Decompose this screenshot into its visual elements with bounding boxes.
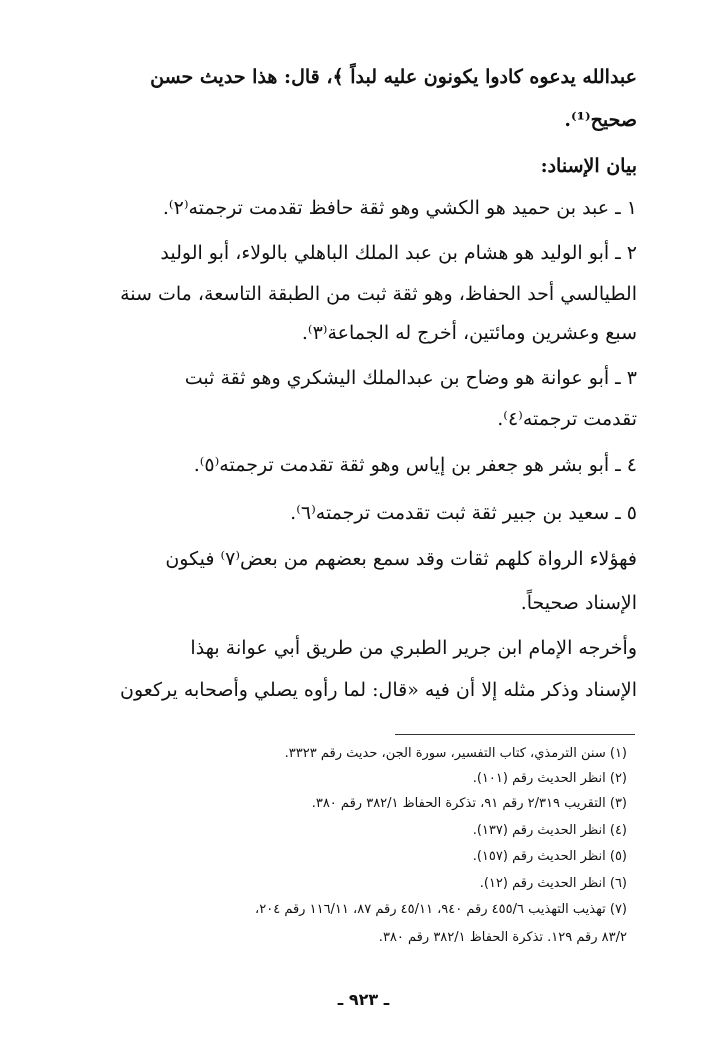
- list-item-continuation: الطيالسي أحد الحفاظ، وهو ثقة ثبت من الطبقة التاسعة، مات سنة: [120, 283, 637, 305]
- footnote: (٥) انظر الحديث رقم (١٥٧).: [472, 849, 627, 864]
- footnote-continuation: ٨٣/٢ رقم ١٢٩. تذكرة الحفاظ ٣٨٢/١ رقم ٣٨٠.: [378, 930, 627, 945]
- paragraph-line: عبدالله يدعوه كادوا يكونون عليه لبداً ﴾، قال: هذا حديث حسن: [150, 66, 637, 88]
- list-item: ١ ـ عبد بن حميد هو الكشي وهو ثقة حافظ تقدمت ترجمته⁽٢⁾.: [162, 197, 637, 219]
- footnote: (١) سنن الترمذي، كتاب التفسير، سورة الجن، حديث رقم ٣٣٢٣.: [284, 746, 627, 761]
- section-heading: بيان الإسناد:: [540, 155, 637, 177]
- footnote: (٦) انظر الحديث رقم (١٢).: [479, 876, 627, 891]
- footnote-divider: [395, 734, 635, 735]
- footnote: (٤) انظر الحديث رقم (١٣٧).: [472, 823, 627, 838]
- footnote: (٢) انظر الحديث رقم (١٠١).: [472, 771, 627, 786]
- page-number: ـ ٩٢٣ ـ: [337, 990, 390, 1009]
- footnote: (٣) التقريب ٢/٣١٩ رقم ٩١، تذكرة الحفاظ ٣٨٢/١ رقم ٣٨٠.: [311, 796, 627, 811]
- footnote: (٧) تهذيب التهذيب ٤٥٥/٦ رقم ٩٤٠، ٤٥/١١ رقم ٨٧، ١١٦/١١ رقم ٢٠٤،: [255, 902, 627, 917]
- paragraph-line: صحيح⁽¹⁾.: [564, 109, 637, 131]
- list-item: ٣ ـ أبو عوانة هو وضاح بن عبدالملك اليشكري وهو ثقة ثبت: [184, 367, 637, 389]
- paragraph-line: الإسناد وذكر مثله إلا أن فيه «قال: لما رأوه يصلي وأصحابه يركعون: [120, 679, 637, 701]
- list-item-continuation: سبع وعشرين ومائتين، أخرج له الجماعة⁽٣⁾.: [301, 322, 637, 344]
- paragraph-line: الإسناد صحيحاً.: [520, 592, 637, 614]
- paragraph-line: فهؤلاء الرواة كلهم ثقات وقد سمع بعضهم من بعض⁽٧⁾ فيكون: [165, 548, 637, 570]
- list-item: ٥ ـ سعيد بن جبير ثقة ثبت تقدمت ترجمته⁽٦⁾.: [290, 502, 637, 524]
- list-item-continuation: تقدمت ترجمته⁽٤⁾.: [497, 408, 637, 430]
- list-item: ٤ ـ أبو بشر هو جعفر بن إياس وهو ثقة تقدمت ترجمته⁽٥⁾.: [193, 454, 637, 476]
- paragraph-line: وأخرجه الإمام ابن جرير الطبري من طريق أبي عوانة بهذا: [190, 637, 637, 659]
- list-item: ٢ ـ أبو الوليد هو هشام بن عبد الملك الباهلي بالولاء، أبو الوليد: [160, 242, 637, 264]
